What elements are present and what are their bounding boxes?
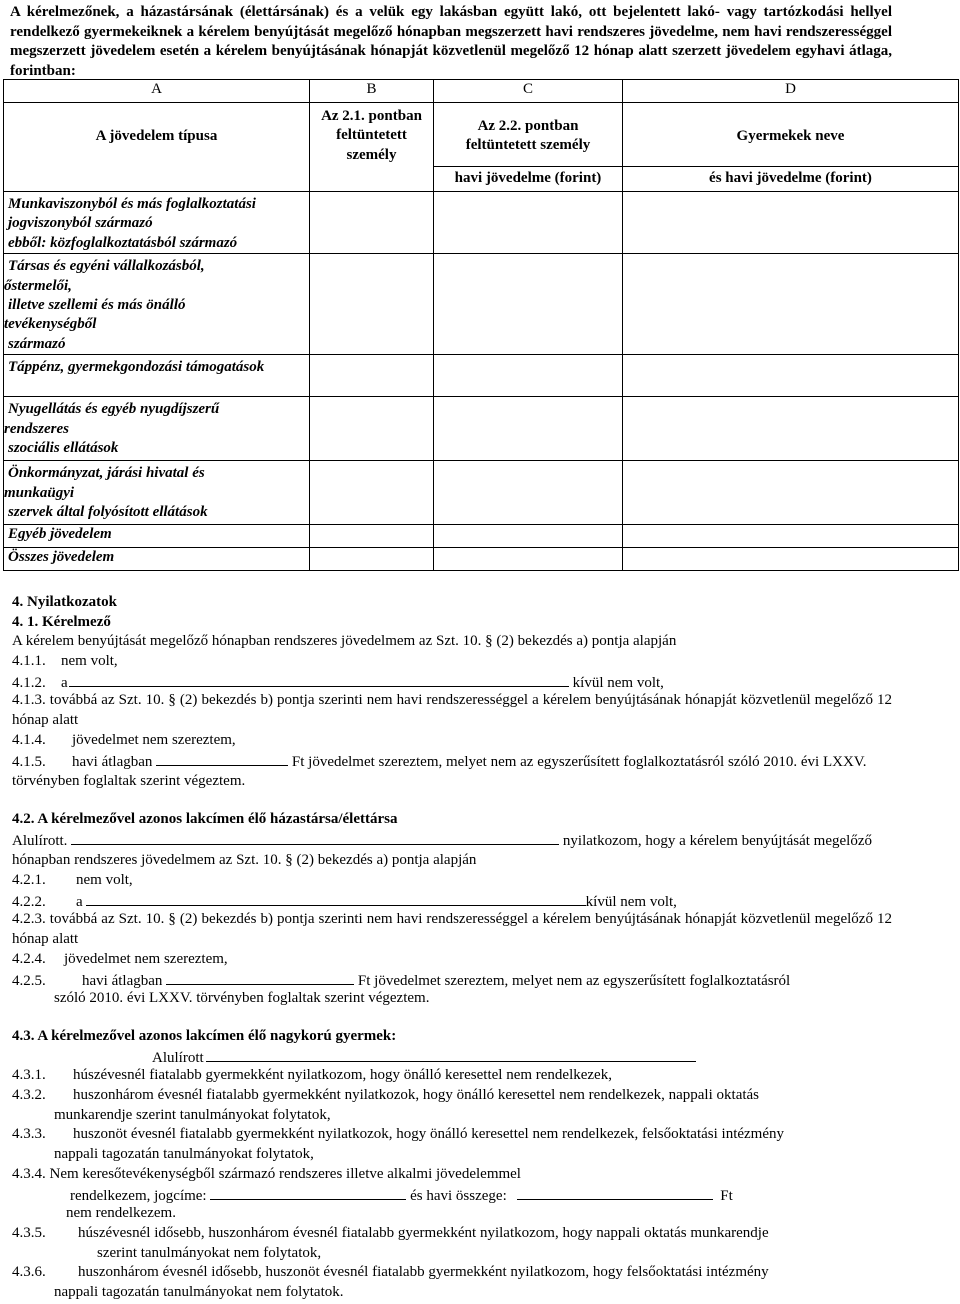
- fill-in-line[interactable]: [86, 891, 586, 906]
- option-number: 4.2.1.: [12, 872, 46, 889]
- fill-in-line[interactable]: [69, 672, 569, 687]
- section-4-2: [12, 810, 892, 1009]
- row-label-line: rendszeres: [4, 420, 70, 437]
- cell-c[interactable]: [434, 525, 623, 548]
- cell-d[interactable]: [623, 461, 959, 525]
- col-letter-b: B: [310, 80, 434, 103]
- option-text: jövedelmet nem szereztem,: [72, 731, 236, 748]
- option-4-3-2-cont: munkarendje szerint tanulmányokat folytatok,: [54, 1106, 331, 1123]
- row-label-line: illetve szellemi és más önálló: [8, 297, 186, 314]
- statement-lead: [12, 1047, 892, 1067]
- option-text: havi átlagban: [82, 972, 163, 989]
- option-4-2-5-cont: szóló 2010. évi LXXV. törvényben foglaltak szerint végeztem.: [54, 990, 430, 1007]
- option-text: huszonhárom évesnél fiatalabb gyermekként nyilatkozok, hogy önálló keresettel nem rendelkezek, nappali oktatás: [73, 1087, 760, 1104]
- option-4-3-5-cont: szerint tanulmányokat nem folytatok,: [97, 1244, 322, 1261]
- row-label: Összes jövedelem: [4, 548, 310, 571]
- cell-b[interactable]: [310, 254, 434, 355]
- row-label: [4, 192, 310, 254]
- cell-b[interactable]: [310, 461, 434, 525]
- row-label-line: származó: [8, 335, 66, 352]
- table-row: [4, 254, 959, 355]
- option-text: húszévesnél idősebb, huszonhárom évesnél fiatalabb gyermekként nyilatkozom, hogy nappali oktatás munkarendje: [78, 1224, 769, 1241]
- cell-b[interactable]: [310, 192, 434, 254]
- fill-in-line[interactable]: [166, 970, 354, 985]
- row-label: [4, 254, 310, 355]
- header-row: [4, 103, 959, 167]
- option-text: nem volt,: [76, 872, 133, 889]
- row-label-line: Munkaviszonyból és más foglalkoztatási: [8, 196, 256, 212]
- option-text: Ft jövedelmet szereztem, melyet nem az egyszerűsített foglalkoztatásról: [357, 972, 791, 989]
- option-number: 4.1.5.: [12, 753, 46, 770]
- option-number: 4.2.2.: [12, 893, 46, 910]
- name-fill-in-line[interactable]: [71, 830, 559, 845]
- row-label-line: Társas és egyéni vállalkozásból,: [8, 258, 205, 275]
- option-4-1-4: [12, 731, 892, 751]
- lead-text: Alulírott: [152, 1049, 204, 1066]
- cell-d[interactable]: [623, 397, 959, 461]
- statement-lead: A kérelem benyújtását megelőző hónapban rendszeres jövedelmem az Szt. 10. § (2) bekezdés a) pontja alapján: [12, 633, 677, 650]
- income-table: [3, 79, 959, 571]
- option-4-3-3-cont: nappali tagozatán tanulmányokat folytatok,: [54, 1146, 314, 1163]
- option-4-3-4: 4.3.4. Nem keresőtevékenységből származó rendszeres illetve alkalmi jövedelemmel: [12, 1165, 521, 1182]
- row-label-line: Önkormányzat, járási hivatal és: [8, 465, 205, 482]
- section-4-3: [12, 1027, 892, 1303]
- table-row: [4, 192, 959, 254]
- row-label-line: szociális ellátások: [8, 440, 119, 457]
- option-4-3-3: [12, 1125, 892, 1145]
- cell-d[interactable]: [623, 525, 959, 548]
- option-number: 4.3.3.: [12, 1126, 46, 1143]
- name-fill-in-line[interactable]: [206, 1047, 696, 1062]
- row-label-line: jogviszonyból származó: [8, 215, 153, 232]
- option-text: huszonhárom évesnél idősebb, huszonöt évesnél fiatalabb gyermekként nyilatkozom, hogy felsőoktatási intézmény: [78, 1264, 769, 1281]
- option-text: kívül nem volt,: [585, 893, 677, 910]
- option-text: és havi összege:: [410, 1187, 507, 1204]
- section-4-1: [12, 593, 892, 792]
- cell-c[interactable]: [434, 254, 623, 355]
- cell-c[interactable]: [434, 397, 623, 461]
- row-label-line: munkaügyi: [4, 484, 75, 501]
- row-label: Egyéb jövedelem: [4, 525, 310, 548]
- option-text: nem volt,: [61, 653, 118, 670]
- option-4-2-4: [12, 950, 892, 970]
- cell-b[interactable]: [310, 397, 434, 461]
- row-label-line: Nyugellátás és egyéb nyugdíjszerű: [8, 401, 220, 418]
- option-text: húszévesnél fiatalabb gyermekként nyilatkozom, hogy önálló keresettel nem rendelkezek,: [73, 1067, 612, 1084]
- option-4-1-2: [12, 672, 892, 692]
- option-4-3-4-none: nem rendelkezem.: [66, 1205, 176, 1222]
- header-income-type: A jövedelem típusa: [4, 103, 310, 192]
- statement-lead: [12, 830, 892, 871]
- option-text: a: [76, 893, 83, 910]
- row-label: [4, 461, 310, 525]
- option-text: jövedelmet nem szereztem,: [64, 950, 228, 967]
- cell-d[interactable]: [623, 355, 959, 397]
- option-4-3-2: [12, 1086, 892, 1106]
- subheader-d: és havi jövedelme (forint): [623, 167, 959, 192]
- row-label: Táppénz, gyermekgondozási támogatások: [4, 355, 310, 397]
- option-number: 4.1.4.: [12, 731, 46, 748]
- option-text: havi átlagban: [72, 753, 153, 770]
- option-number: 4.3.1.: [12, 1067, 46, 1084]
- table-row: [4, 525, 959, 548]
- intro-paragraph: A kérelmezőnek, a házastársának (élettársának) és a velük egy lakásban együtt lakó, ott bejelentett lakó- vagy tartózkodási hellyel rendelkező gyermekeiknek a kérelem benyújtását megelőző hónapban megszerzett havi rendszeres jövedelme, nem havi rendszerességgel megszerzett jövedelem esetén a kérelem benyújtásának hónapját közvetlenül megelőző 12 hónap alatt szerzett jövedelem egyhavi átlaga, forintban:: [10, 4, 892, 79]
- cell-b[interactable]: [310, 355, 434, 397]
- row-label: [4, 397, 310, 461]
- option-4-3-4-fields: [12, 1185, 892, 1205]
- option-4-1-5: [12, 751, 892, 792]
- table-row: [4, 461, 959, 525]
- option-text: Ft jövedelmet szereztem, melyet nem az egyszerűsített foglalkoztatásról szóló 2010. évi LXXV. törvényben foglaltak szerint végeztem.: [12, 753, 867, 790]
- option-number: 4.1.1.: [12, 653, 46, 670]
- option-text: rendelkezem, jogcíme:: [70, 1187, 207, 1204]
- row-label-line: ebből: közfoglalkoztatásból származó: [8, 234, 238, 251]
- cell-c[interactable]: [434, 548, 623, 571]
- cell-d[interactable]: [623, 548, 959, 571]
- cell-c[interactable]: [434, 192, 623, 254]
- table-row: [4, 355, 959, 397]
- col-letter-a: A: [4, 80, 310, 103]
- table-row: [4, 397, 959, 461]
- option-4-2-2: [12, 891, 892, 911]
- header-children: Gyermekek neve: [623, 103, 959, 167]
- option-4-1-3: 4.1.3. továbbá az Szt. 10. § (2) bekezdés b) pontja szerinti nem havi rendszerességgel a kérelem benyújtásának hónapját közvetlenül megelőző 12 hónap alatt: [12, 692, 892, 729]
- cell-b[interactable]: [310, 548, 434, 571]
- option-number: 4.3.6.: [12, 1264, 46, 1281]
- option-text: huszonöt évesnél fiatalabb gyermekként nyilatkozok, hogy önálló keresettel nem rendelkezek, felsőoktatási intézmény: [73, 1126, 785, 1143]
- row-label-line: tevékenységből: [4, 316, 97, 333]
- col-letter-d: D: [623, 80, 959, 103]
- cell-d[interactable]: [623, 192, 959, 254]
- title-fill-in-line[interactable]: [210, 1185, 406, 1200]
- subheader-c: havi jövedelme (forint): [434, 167, 623, 192]
- option-4-2-3: 4.2.3. továbbá az Szt. 10. § (2) bekezdés b) pontja szerinti nem havi rendszerességgel a kérelem benyújtásának hónapját közvetlenül megelőző 12 hónap alatt: [12, 911, 892, 948]
- section-title: 4. Nyilatkozatok: [12, 594, 117, 610]
- option-number: 4.3.2.: [12, 1087, 46, 1104]
- option-number: 4.2.5.: [12, 972, 46, 989]
- table-row-total: [4, 548, 959, 571]
- lead-text: nyilatkozom, hogy a kérelem benyújtását megelőző hónapban rendszeres jövedelmem az Szt. 10. § (2) bekezdés a) pontja alapján: [12, 832, 872, 869]
- header-person-b: Az 2.1. pontban feltüntetett személy: [310, 103, 434, 192]
- option-4-1-1: [12, 652, 892, 672]
- fill-in-line[interactable]: [156, 751, 288, 766]
- option-4-3-6: [12, 1263, 892, 1283]
- option-4-2-5: [12, 970, 892, 990]
- option-text: a: [61, 674, 68, 691]
- section-subtitle: 4. 1. Kérelmező: [12, 613, 111, 630]
- option-number: 4.2.4.: [12, 950, 46, 967]
- lead-text: Alulírott.: [12, 832, 68, 849]
- option-4-3-1: [12, 1066, 892, 1086]
- section-subtitle: 4.2. A kérelmezővel azonos lakcímen élő házastársa/élettársa: [12, 811, 398, 827]
- option-text: kívül nem volt,: [572, 674, 664, 691]
- option-4-2-1: [12, 871, 892, 891]
- option-text: Ft: [720, 1187, 733, 1204]
- cell-d[interactable]: [623, 254, 959, 355]
- row-label-line: szervek által folyósított ellátások: [8, 504, 208, 521]
- cell-c[interactable]: [434, 355, 623, 397]
- option-4-3-5: [12, 1224, 892, 1244]
- section-subtitle: 4.3. A kérelmezővel azonos lakcímen élő nagykorú gyermek:: [12, 1028, 397, 1044]
- option-4-3-6-cont: nappali tagozatán tanulmányokat nem folytatok.: [54, 1283, 344, 1300]
- cell-c[interactable]: [434, 461, 623, 525]
- option-number: 4.3.5.: [12, 1224, 46, 1241]
- col-letter-c: C: [434, 80, 623, 103]
- cell-b[interactable]: [310, 525, 434, 548]
- amount-fill-in-line[interactable]: [517, 1185, 713, 1200]
- column-letters-row: [4, 80, 959, 103]
- row-label-line: őstermelői,: [4, 277, 72, 294]
- header-person-c: Az 2.2. pontban feltüntetett személy: [434, 103, 623, 167]
- option-number: 4.1.2.: [12, 674, 46, 691]
